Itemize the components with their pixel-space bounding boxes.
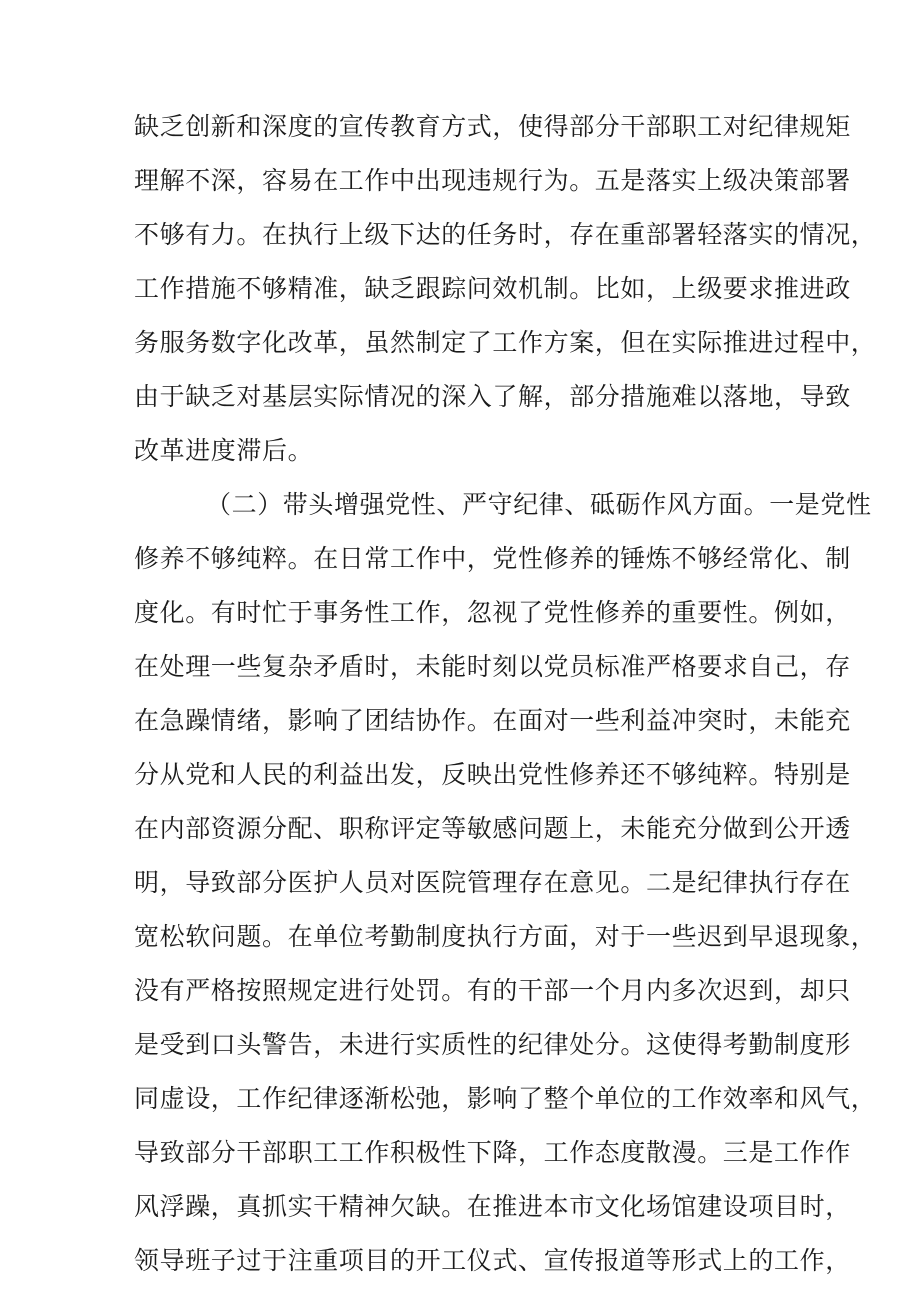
text-line: 宽松软问题。在单位考勤制度执行方面，对于一些迟到早退现象， xyxy=(134,922,877,951)
text-line: 没有严格按照规定进行处罚。有的干部一个月内多次迟到，却只 xyxy=(134,976,851,1005)
text-line: 同虚设，工作纪律逐渐松弛，影响了整个单位的工作效率和风气， xyxy=(134,1084,877,1113)
text-line: 修养不够纯粹。在日常工作中，党性修养的锤炼不够经常化、制 xyxy=(134,544,851,573)
text-line: 在急躁情绪，影响了团结协作。在面对一些利益冲突时，未能充 xyxy=(134,706,851,735)
text-line: 风浮躁，真抓实干精神欠缺。在推进本市文化场馆建设项目时， xyxy=(134,1192,851,1221)
text-line: 理解不深，容易在工作中出现违规行为。五是落实上级决策部署 xyxy=(134,166,851,195)
text-line: 是受到口头警告，未进行实质性的纪律处分。这使得考勤制度形 xyxy=(134,1030,851,1059)
text-line: 工作措施不够精准，缺乏跟踪问效机制。比如，上级要求推进政 xyxy=(134,274,851,303)
text-line: 领导班子过于注重项目的开工仪式、宣传报道等形式上的工作， xyxy=(134,1246,851,1275)
text-line: 不够有力。在执行上级下达的任务时，存在重部署轻落实的情况， xyxy=(134,220,877,249)
text-line: 由于缺乏对基层实际情况的深入了解，部分措施难以落地，导致 xyxy=(134,382,851,411)
text-line: 明，导致部分医护人员对医院管理存在意见。二是纪律执行存在 xyxy=(134,868,851,897)
text-line: 务服务数字化改革，虽然制定了工作方案，但在实际推进过程中， xyxy=(134,328,877,357)
text-line: 缺乏创新和深度的宣传教育方式，使得部分干部职工对纪律规矩 xyxy=(134,112,851,141)
text-line: 分从党和人民的利益出发，反映出党性修养还不够纯粹。特别是 xyxy=(134,760,851,789)
section-heading-line: （二）带头增强党性、严守纪律、砥砺作风方面。一是党性 xyxy=(206,490,872,519)
text-line: 度化。有时忙于事务性工作，忽视了党性修养的重要性。例如， xyxy=(134,598,851,627)
text-line: 在处理一些复杂矛盾时，未能时刻以党员标准严格要求自己，存 xyxy=(134,652,851,681)
text-line: 在内部资源分配、职称评定等敏感问题上，未能充分做到公开透 xyxy=(134,814,851,843)
text-line: 改革进度滞后。 xyxy=(134,436,314,465)
text-line: 导致部分干部职工工作积极性下降，工作态度散漫。三是工作作 xyxy=(134,1138,851,1167)
